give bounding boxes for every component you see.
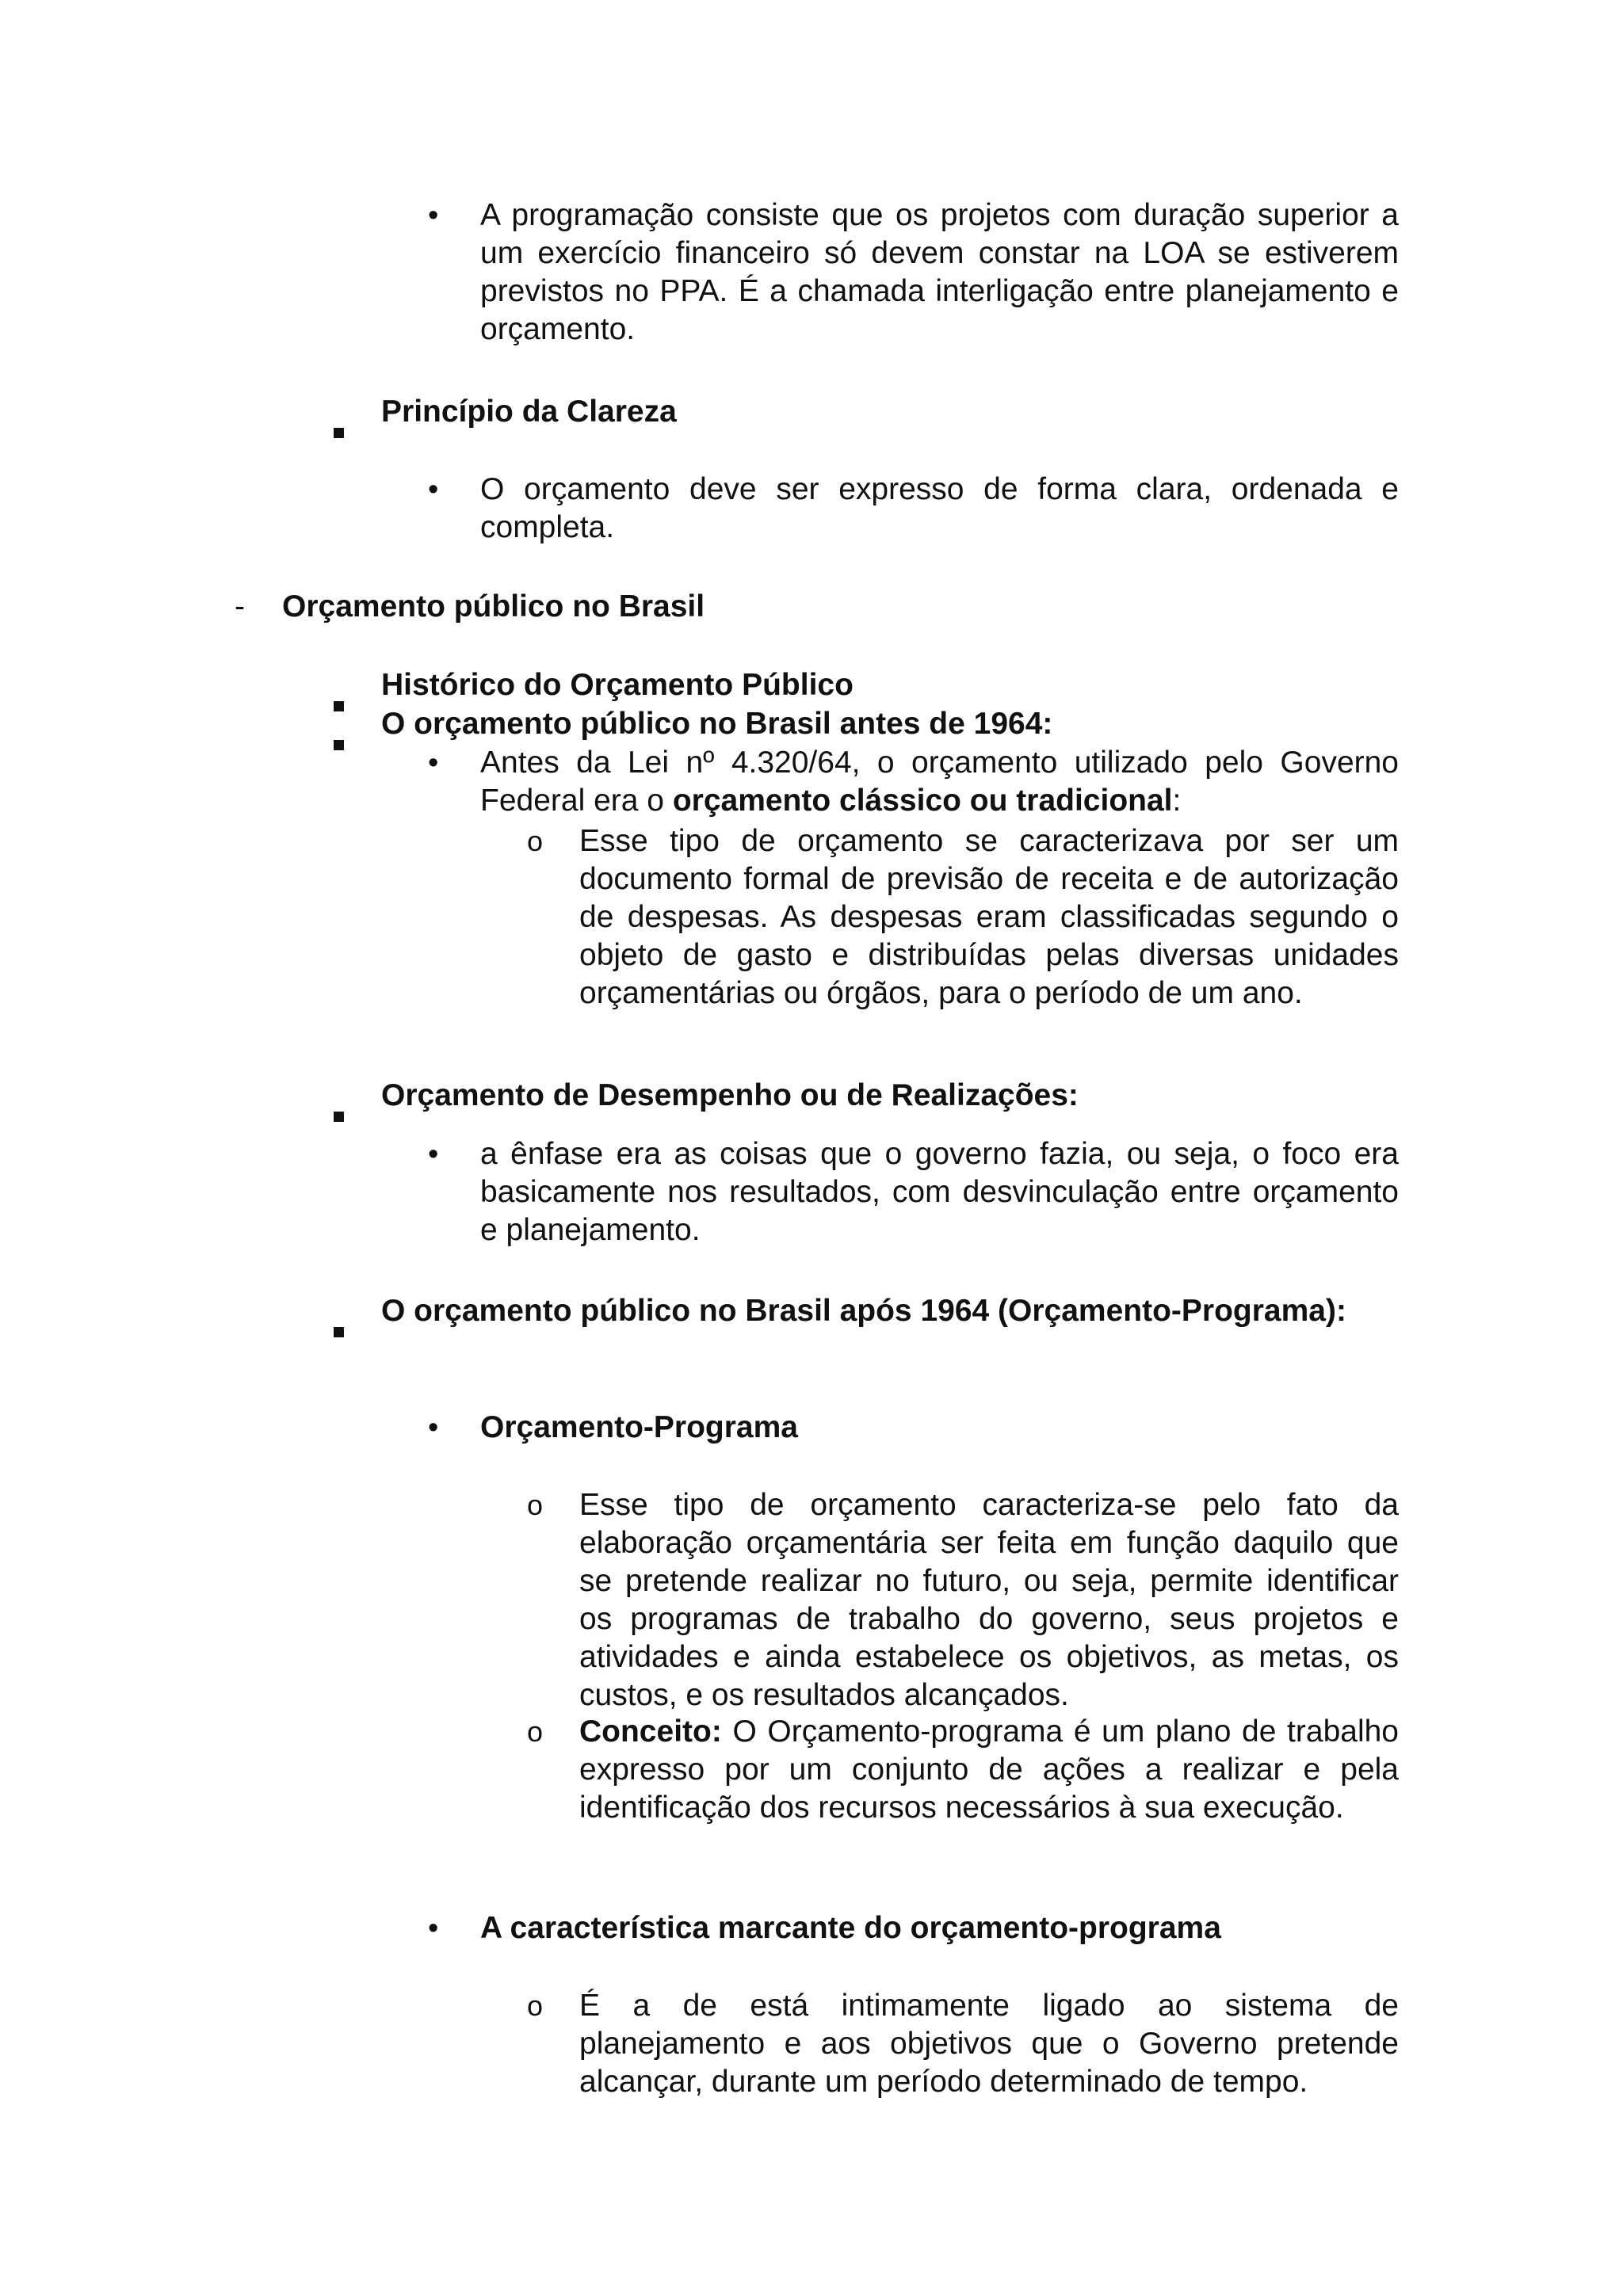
bullet-disc-icon: • [428, 473, 439, 506]
paragraph-antes-lei-colon: : [1172, 784, 1182, 818]
square-bullet-icon [334, 1309, 344, 1347]
heading-principio-clareza: Princípio da Clareza [381, 395, 677, 429]
heading-caracteristica-marcante: A característica marcante do orçamento-programa [480, 1911, 1221, 1945]
paragraph-enfase: a ênfase era as coisas que o governo fazia, ou seja, o foco era basicamente nos resultados, com desvinculação entre orçamento e planejamento. [480, 1137, 1399, 1247]
paragraph-caracteriza-se: Esse tipo de orçamento caracteriza-se pelo fato da elaboração orçamentária ser feita em função daquilo que se pretende realizar no futuro, ou seja, permite identificar os programas de trabalho do governo, seus projetos e atividades e ainda estabelece os objetivos, as metas, os custos, e os resultados alcançados. [579, 1488, 1399, 1712]
bullet-disc-icon: • [428, 199, 439, 232]
circle-bullet-icon: o [527, 1989, 544, 2022]
heading-historico: Histórico do Orçamento Público [381, 668, 854, 702]
paragraph-antes-lei-bold: orçamento clássico ou tradicional [672, 784, 1173, 818]
square-bullet-icon [334, 410, 344, 448]
heading-apos-1964: O orçamento público no Brasil após 1964 (Orçamento-Programa): [381, 1294, 1346, 1328]
paragraph-intimamente-ligado: É a de está intimamente ligado ao sistema de planejamento e aos objetivos que o Governo pretende alcançar, durante um período determinado de tempo. [579, 1989, 1399, 2099]
heading-orcamento-brasil: Orçamento público no Brasil [282, 589, 705, 624]
paragraph-orcamento-classico: Esse tipo de orçamento se caracterizava por ser um documento formal de previsão de receita e de autorização de despesas. As despesas eram classificadas segundo o objeto de gasto e distribuídas pelas diversas unidades orçamentárias ou órgãos, para o período de um ano. [579, 824, 1399, 1010]
paragraph-clareza: O orçamento deve ser expresso de forma clara, ordenada e completa. [480, 472, 1399, 544]
paragraph-programacao: A programação consiste que os projetos com duração superior a um exercício financeiro só devem constar na LOA se estiverem previstos no PPA. É a chamada interligação entre planejamento e orçamento. [480, 198, 1399, 346]
bullet-disc-icon: • [428, 1138, 439, 1171]
bullet-disc-icon: • [428, 746, 439, 780]
paragraph-conceito [579, 1713, 1399, 1827]
heading-orcamento-programa: Orçamento-Programa [480, 1410, 798, 1444]
circle-bullet-icon: o [527, 1715, 544, 1748]
bullet-disc-icon: • [428, 1411, 439, 1444]
conceito-text: O Orçamento-programa é um plano de trabalho expresso por um conjunto de ações a realizar e pela identificação dos recursos necessários à sua execução. [579, 1714, 1399, 1825]
square-bullet-icon [334, 1093, 344, 1131]
conceito-label: Conceito: [579, 1714, 722, 1749]
paragraph-antes-lei [480, 744, 1399, 820]
dash-bullet-icon: - [235, 589, 245, 624]
heading-desempenho: Orçamento de Desempenho ou de Realizações: [381, 1078, 1079, 1112]
paragraph-antes-lei-text: Antes da Lei nº 4.320/64, o orçamento utilizado pelo Governo Federal era o [480, 746, 1399, 818]
circle-bullet-icon: o [527, 825, 544, 857]
square-bullet-icon [334, 722, 344, 760]
square-bullet-icon [334, 683, 344, 721]
circle-bullet-icon: o [527, 1489, 544, 1521]
heading-antes-1964: O orçamento público no Brasil antes de 1964: [381, 707, 1053, 741]
bullet-disc-icon: • [428, 1912, 439, 1945]
